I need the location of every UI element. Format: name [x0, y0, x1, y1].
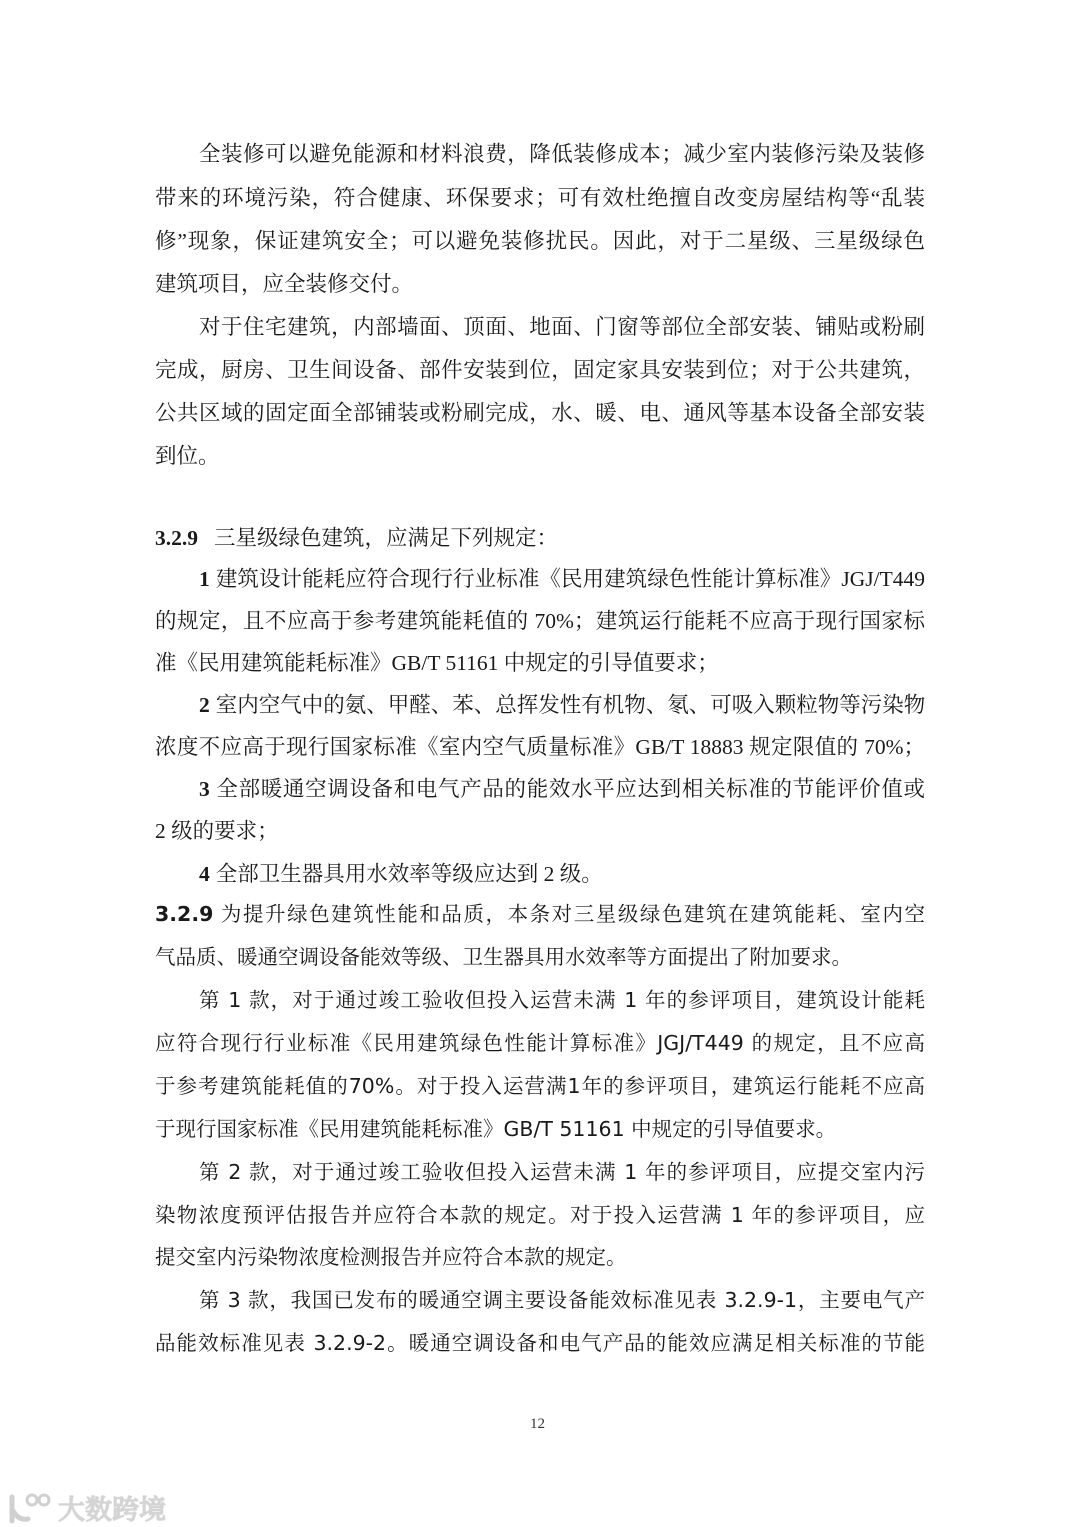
line-text: 的规定，且不应高于参考建筑能耗值的 70%；建筑运行能耗不应高于现行国家标	[155, 609, 925, 633]
text-line	[155, 1202, 925, 1228]
line-text: 为提升绿色建筑性能和品质，本条对三星级绿色建筑在建筑能耗、室内空	[219, 902, 925, 926]
line-text: 提交室内污染物浓度检测报告并应符合本款的规定。	[155, 1245, 627, 1269]
text-line	[199, 314, 925, 340]
text-line	[155, 1030, 925, 1056]
watermark-logo-icon	[8, 1491, 52, 1525]
line-text: 第 1 款，对于通过竣工验收但投入运营未满 1 年的参评项目，建筑设计能耗	[199, 988, 925, 1012]
clause-number: 3.2.9	[155, 526, 198, 550]
watermark-text: 大数跨境	[58, 1495, 166, 1526]
text-line	[155, 944, 925, 970]
line-text: 第 3 款，我国已发布的暖通空调主要设备能效标准见表 3.2.9-1，主要电气产	[199, 1288, 925, 1312]
text-line	[155, 271, 925, 297]
clause-number: 2	[199, 693, 210, 717]
text-line	[155, 608, 925, 634]
line-text: 全装修可以避免能源和材料浪费，降低装修成本；减少室内装修污染及装修	[199, 142, 925, 166]
clause-number: 3	[199, 777, 210, 801]
text-line	[199, 1287, 925, 1313]
clause-line	[199, 566, 925, 592]
text-line	[199, 141, 925, 167]
line-text: 三星级绿色建筑，应满足下列规定：	[214, 526, 559, 550]
line-text: 室内空气中的氨、甲醛、苯、总挥发性有机物、氡、可吸入颗粒物等污染物	[215, 693, 926, 717]
text-line	[155, 185, 925, 211]
line-text: 于现行国家标准《民用建筑能耗标准》GB/T 51161 中规定的引导值要求。	[155, 1117, 837, 1141]
text-line	[155, 357, 925, 383]
clause-line	[199, 861, 925, 887]
line-text: 带来的环境污染，符合健康、环保要求；可有效杜绝擅自改变房屋结构等“乱装	[155, 186, 925, 210]
line-text: 准《民用建筑能耗标准》GB/T 51161 中规定的引导值要求；	[155, 651, 719, 675]
clause-line	[155, 525, 925, 551]
clause-line	[199, 692, 925, 718]
text-line	[155, 1330, 925, 1356]
line-text: 建筑项目，应全装修交付。	[155, 272, 414, 296]
text-line	[155, 1073, 925, 1099]
clause-line	[155, 901, 925, 927]
text-line	[155, 228, 925, 254]
watermark	[8, 1488, 166, 1527]
clause-line	[199, 776, 925, 802]
text-line	[155, 443, 925, 469]
line-text: 气品质、暖通空调设备能效等级、卫生器具用水效率等方面提出了附加要求。	[155, 945, 852, 969]
line-text: 完成，厨房、卫生间设备、部件安装到位，固定家具安装到位；对于公共建筑，	[155, 358, 925, 382]
line-text: 品能效标准见表 3.2.9-2。暖通空调设备和电气产品的能效应满足相关标准的节能	[155, 1331, 925, 1355]
line-text: 建筑设计能耗应符合现行行业标准《民用建筑绿色性能计算标准》JGJ/T449	[215, 567, 925, 591]
line-text: 染物浓度预评估报告并应符合本款的规定。对于投入运营满 1 年的参评项目，应	[155, 1203, 925, 1227]
text-line	[155, 734, 925, 760]
line-text: 第 2 款，对于通过竣工验收但投入运营未满 1 年的参评项目，应提交室内污	[199, 1160, 925, 1184]
line-text: 到位。	[155, 444, 220, 468]
line-text: 浓度不应高于现行国家标准《室内空气质量标准》GB/T 18883 规定限值的 70%；	[155, 735, 925, 759]
line-text: 应符合现行行业标准《民用建筑绿色性能计算标准》JGJ/T449 的规定，且不应高	[155, 1031, 925, 1055]
line-text: 全部暖通空调设备和电气产品的能效水平应达到相关标准的节能评价值或	[215, 777, 925, 801]
page-number: 12	[530, 1416, 545, 1432]
text-line	[155, 1244, 925, 1270]
clause-number: 4	[199, 862, 210, 886]
text-line	[155, 650, 925, 676]
clause-number: 3.2.9	[155, 902, 214, 926]
line-text: 修”现象，保证建筑安全；可以避免装修扰民。因此，对于二星级、三星级绿色	[155, 229, 925, 253]
clause-number: 1	[199, 567, 210, 591]
line-text: 2 级的要求；	[155, 819, 279, 843]
line-text: 对于住宅建筑，内部墙面、顶面、地面、门窗等部位全部安装、铺贴或粉刷	[199, 315, 925, 339]
text-line	[155, 818, 925, 844]
text-line	[199, 987, 925, 1013]
text-line	[155, 1116, 925, 1142]
text-line	[199, 1159, 925, 1185]
line-text: 全部卫生器具用水效率等级应达到 2 级。	[215, 862, 603, 886]
text-line	[155, 400, 925, 426]
line-text: 于参考建筑能耗值的70%。对于投入运营满1年的参评项目，建筑运行能耗不应高	[155, 1074, 925, 1098]
line-text: 公共区域的固定面全部铺装或粉刷完成，水、暖、电、通风等基本设备全部安装	[155, 401, 925, 425]
